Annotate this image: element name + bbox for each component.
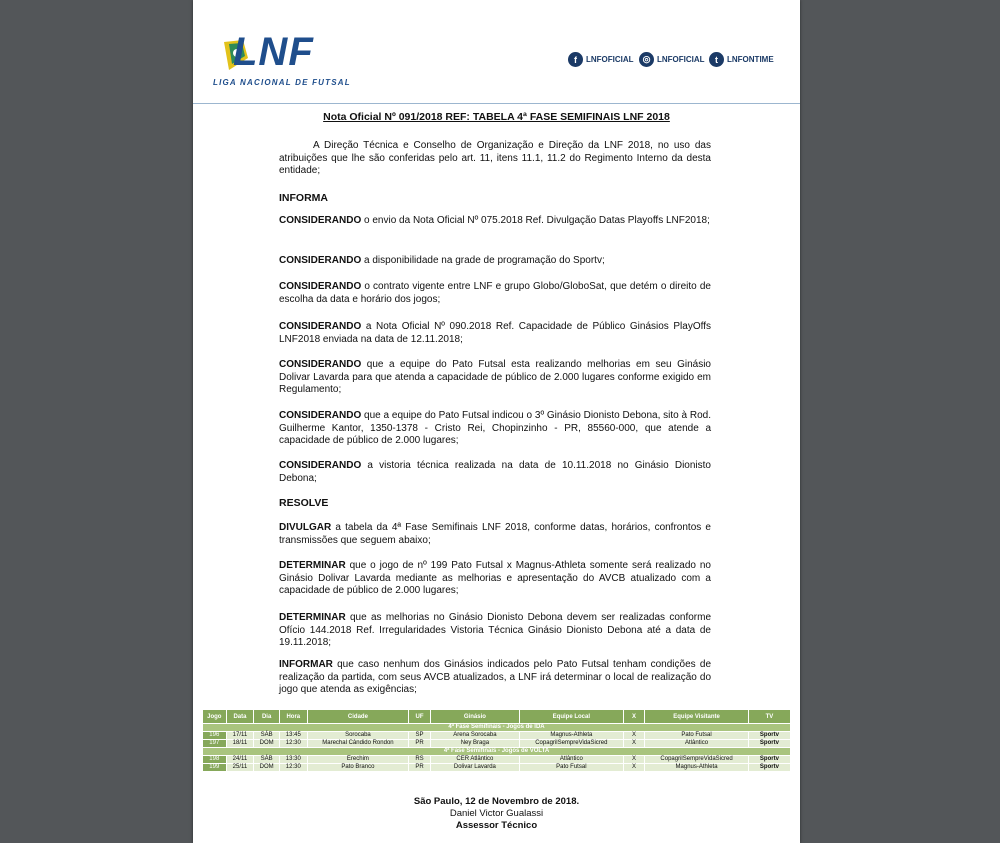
games-table — [202, 709, 791, 772]
col-equipe-visitante: Equipe Visitante — [645, 710, 749, 724]
col-equipe-local: Equipe Local — [520, 710, 624, 724]
signature-role: Assessor Técnico — [455, 820, 538, 831]
facebook-icon: f — [568, 52, 583, 67]
social-instagram[interactable]: ◎ LNFOFICIAL — [639, 52, 705, 67]
table-row: 196 17/11 SÁB 13:45 Sorocaba SP Arena Sorocaba Magnus-Athleta X Pato Futsal Sportv — [203, 732, 791, 740]
informa-heading: INFORMA — [279, 192, 328, 204]
signature-place-date: São Paulo, 12 de Novembro de 2018. — [413, 796, 580, 807]
twitter-icon: t — [709, 52, 724, 67]
consideration-paragraph: CONSIDERANDO que a equipe do Pato Futsal indicou o 3º Ginásio Dionisto Debona, sito à Rod. Guilherme Kantor, 1350-1378 - Cristo Rei, Chopinzinho - PR, 85560-000, que atende a capacidade de público de 2.000 lugares; — [279, 410, 711, 446]
social-twitter[interactable]: t LNFONTIME — [709, 52, 774, 67]
header-divider — [193, 103, 800, 104]
col-dia: Dia — [254, 710, 280, 724]
table-row: 197 18/11 DOM 12:30 Marechal Cândido Rondon PR Ney Braga CopagrilSempreVidaSicred X Atlântico Sportv — [203, 740, 791, 748]
table-row: 199 25/11 DOM 12:30 Pato Branco PR Dolivar Lavarda Pato Futsal X Magnus-Athleta Sportv — [203, 764, 791, 772]
resolution-paragraph: DIVULGAR a tabela da 4ª Fase Semifinais LNF 2018, conforme datas, horários, confrontos e transmissões que seguem abaixo; — [279, 522, 711, 546]
col-x: X — [623, 710, 645, 724]
table-section-volta: 4ª Fase Semifinais - Jogos de VOLTA — [203, 748, 791, 756]
consideration-paragraph: CONSIDERANDO a disponibilidade na grade de programação do Sportv; — [279, 255, 605, 266]
table-row: 198 24/11 SÁB 13:30 Erechim RS CER Atlântico Atlântico X CopagrilSempreVidaSicred Sportv — [203, 756, 791, 764]
consideration-paragraph: CONSIDERANDO que a equipe do Pato Futsal esta realizando melhorias em seu Ginásio Dolivar Lavarda para que atenda a capacidade de público de 2.000 lugares conforme exigido em Regulamento; — [279, 359, 711, 395]
consideration-paragraph: CONSIDERANDO a Nota Oficial Nº 090.2018 Ref. Capacidade de Público Ginásios PlayOffs LNF2018 enviada na data de 12.11.2018; — [279, 321, 711, 345]
table-header-row — [203, 710, 791, 724]
col-cidade: Cidade — [307, 710, 409, 724]
resolve-heading: RESOLVE — [279, 497, 329, 509]
col-jogo: Jogo — [203, 710, 227, 724]
document-page — [193, 0, 800, 843]
col-tv: TV — [748, 710, 790, 724]
col-data: Data — [226, 710, 254, 724]
document-title: Nota Oficial Nº 091/2018 REF: TABELA 4ª FASE SEMIFINAIS LNF 2018 — [323, 111, 670, 123]
resolution-paragraph: DETERMINAR que o jogo de nº 199 Pato Futsal x Magnus-Athleta somente será realizado no Ginásio Dolivar Lavarda mediante as melhorias e apresentação do AVCB atualizado com a capacidade de público de 2.000 lugares; — [279, 560, 711, 596]
signature-name: Daniel Victor Gualassi — [449, 808, 544, 819]
logo-subtitle: LIGA NACIONAL DE FUTSAL — [213, 78, 351, 87]
consideration-paragraph: CONSIDERANDO o envio da Nota Oficial Nº 075.2018 Ref. Divulgação Datas Playoffs LNF2018; — [279, 215, 710, 226]
consideration-paragraph: CONSIDERANDO o contrato vigente entre LNF e grupo Globo/GloboSat, que detém o direito de escolha da data e horário dos jogos; — [279, 281, 711, 305]
logo-text: LNF — [233, 30, 314, 74]
social-facebook[interactable]: f LNFOFICIAL — [568, 52, 634, 67]
intro-paragraph: A Direção Técnica e Conselho de Organização e Direção da LNF 2018, no uso das atribuições que lhe são conferidas pelo art. 11, itens 11.1, 11.2 do Regimento Interno da desta entidade; — [279, 140, 711, 176]
col-hora: Hora — [279, 710, 307, 724]
instagram-icon: ◎ — [639, 52, 654, 67]
col-ginasio: Ginásio — [430, 710, 519, 724]
resolution-paragraph: DETERMINAR que as melhorias no Ginásio Dionisto Debona devem ser realizadas conforme Ofício 144.2018 Ref. Irregularidades Vistoria Técnica Ginásio Dionisto Debona até a data de 19.11.2018; — [279, 612, 711, 648]
resolution-paragraph: INFORMAR que caso nenhum dos Ginásios indicados pelo Pato Futsal tenham condições de realização da partida, com seus AVCB atualizados, a LNF irá determinar o local de realização do jogo que atenda as exigências; — [279, 659, 711, 695]
table-section-ida: 4ª Fase Semifinais - Jogos de IDA — [203, 724, 791, 732]
consideration-paragraph: CONSIDERANDO a vistoria técnica realizada na data de 10.11.2018 no Ginásio Dionisto Debona; — [279, 460, 711, 484]
col-uf: UF — [409, 710, 431, 724]
